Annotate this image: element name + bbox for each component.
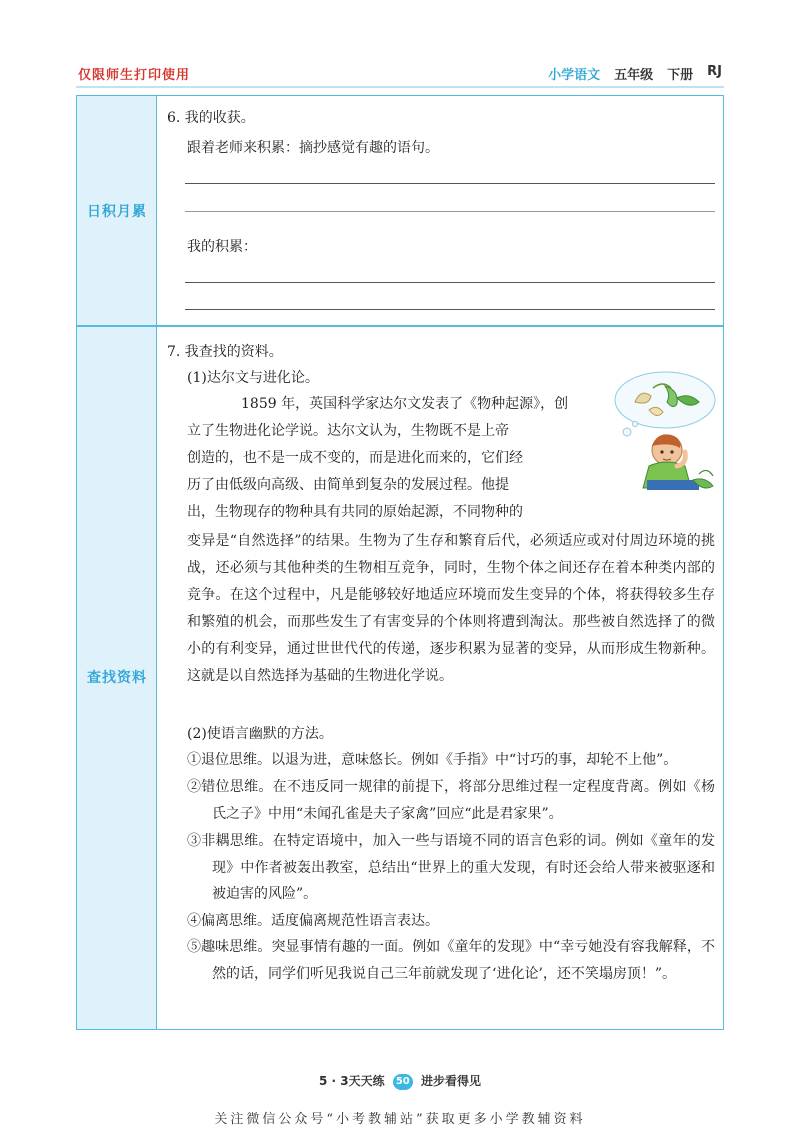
question-7-title: 7. 我查找的资料。 bbox=[167, 344, 283, 360]
part2-title: (2)使语言幽默的方法。 bbox=[187, 726, 333, 742]
answer-line-3[interactable] bbox=[185, 282, 715, 283]
brand-name: 5 · 3天天练 bbox=[318, 1074, 385, 1088]
worksheet-table bbox=[76, 95, 724, 1030]
humor-method-3-text: ③非耦思维。在特定语境中，加入一些与语境不同的语言色彩的词。例如《童年的发现》中作者被轰出教室，总结出“世界上的重大发现，有时还会给人带来被驱逐和被迫害的风险”。 bbox=[187, 833, 715, 902]
print-notice: 仅限师生打印使用 bbox=[78, 68, 191, 83]
darwin-line-3: 创造的，也不是一成不变的，而是进化而来的，它们经 bbox=[187, 450, 523, 466]
question-6-title: 6. 我的收获。 bbox=[167, 110, 255, 126]
darwin-line-1: 1859 年，英国科学家达尔文发表了《物种起源》，创 bbox=[241, 396, 569, 412]
header-divider bbox=[76, 86, 724, 88]
volume-label: 下册 bbox=[667, 68, 694, 83]
humor-method-1-text: ①退位思维。以退为进，意味悠长。例如《手指》中“讨巧的事，却轮不上他”。 bbox=[187, 752, 678, 768]
darwin-paragraph-rest: 变异是“自然选择”的结果。生物为了生存和繁育后代，必须适应或对付周边环境的挑战，还必须与其他种类的生物相互竞争，同时，生物个体之间还存在着本种类内部的竞争。在这个过程中，凡是能够较好地适应环境而发生变异的个体，将获得较多生存和繁殖的机会，而那些发生了有害变异的个体则将遭到淘汰。那些被自然选择了的微小的有利变异，通过世世代代的传递，逐步积累为显著的变异，从而形成生物新种。这就是以自然选择为基础的生物进化学说。 bbox=[187, 533, 715, 684]
humor-method-3 bbox=[187, 828, 715, 908]
page-number-badge: 50 bbox=[393, 1074, 413, 1090]
section-label-daily: 日积月累 bbox=[87, 204, 147, 220]
humor-method-4-text: ④偏离思维。适度偏离规范性语言表达。 bbox=[187, 913, 439, 929]
answer-line-4[interactable] bbox=[185, 309, 715, 310]
section-sidebar bbox=[77, 96, 157, 1029]
humor-method-1 bbox=[187, 747, 715, 774]
darwin-line-5: 出，生物现存的物种具有共同的原始起源，不同物种的 bbox=[187, 504, 523, 520]
humor-method-5 bbox=[187, 934, 715, 987]
answer-line-1[interactable] bbox=[185, 183, 715, 184]
humor-method-2 bbox=[187, 774, 715, 827]
humor-method-5-text: ⑤趣味思维。突显事情有趣的一面。例如《童年的发现》中“幸亏她没有容我解释，不然的话，同学们听见我说自己三年前就发现了‘进化论’，还不笑塌房顶！”。 bbox=[187, 939, 715, 982]
edition-label: RJ bbox=[707, 64, 722, 79]
boy-thinking-illustration bbox=[607, 368, 719, 496]
subject-label: 小学语文 bbox=[548, 68, 601, 83]
course-info bbox=[548, 64, 722, 83]
answer-line-2[interactable] bbox=[185, 211, 715, 212]
footer-brand bbox=[0, 1072, 800, 1090]
grade-label: 五年级 bbox=[614, 68, 654, 83]
darwin-line-4: 历了由低级向高级、由简单到复杂的发展过程。他提 bbox=[187, 477, 509, 493]
humor-method-2-text: ②错位思维。在不违反同一规律的前提下，将部分思维过程一定程度背离。例如《杨氏之子》中用“未闻孔雀是夫子家禽”回应“此是君家果”。 bbox=[187, 779, 715, 822]
footer-note: 关注微信公众号“小考教辅站”获取更多小学教辅资料 bbox=[214, 1112, 586, 1127]
brand-slogan: 进步看得见 bbox=[420, 1074, 481, 1088]
humor-method-4 bbox=[187, 908, 715, 935]
section-content bbox=[157, 96, 723, 1029]
section-label-research: 查找资料 bbox=[87, 670, 147, 686]
darwin-line-2: 立了生物进化论学说。达尔文认为，生物既不是上帝 bbox=[187, 423, 509, 439]
my-accumulation-label: 我的积累： bbox=[187, 239, 257, 255]
part1-title: (1)达尔文与进化论。 bbox=[187, 370, 319, 386]
question-6-prompt: 跟着老师来积累：摘抄感觉有趣的语句。 bbox=[187, 140, 439, 156]
